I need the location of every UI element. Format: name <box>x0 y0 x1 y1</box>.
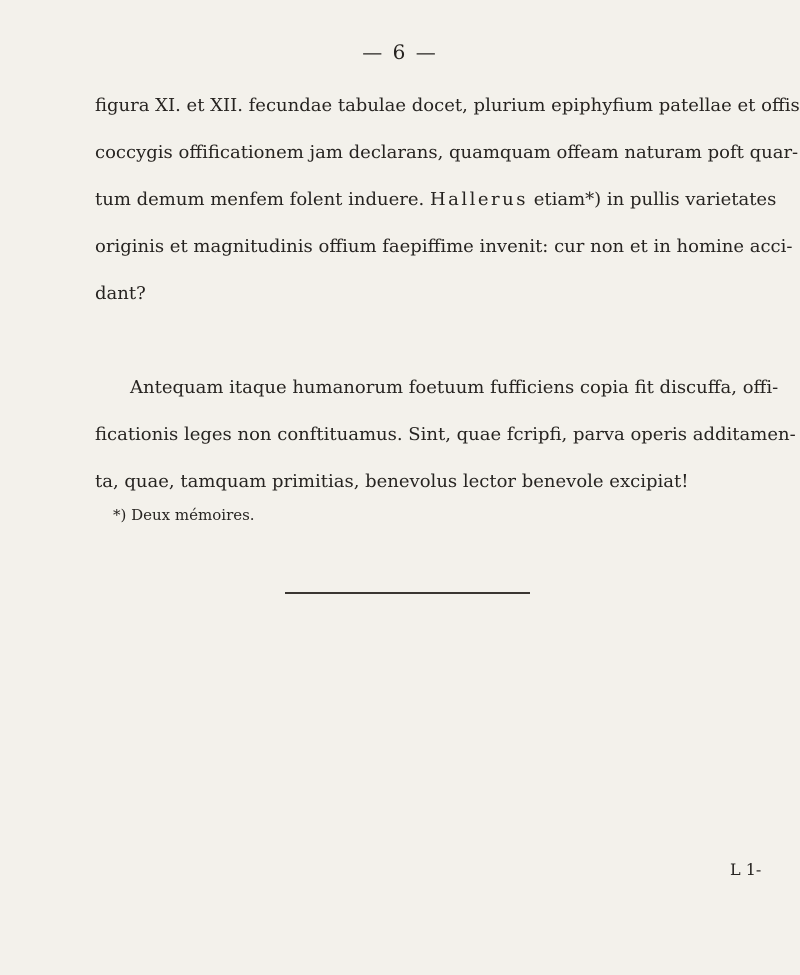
paragraph1-line5: dant? <box>95 283 146 304</box>
footnote: *) Deux mémoires. <box>113 506 255 524</box>
paragraph1-line4: originis et magnitudinis offium faepiffime invenit: cur non et in homine acci- <box>95 236 793 257</box>
paragraph2-line2: ficationis leges non conftituamus. Sint, quae fcripfi, parva operis additamen- <box>95 424 796 445</box>
page-number: — 6 — <box>362 40 438 64</box>
paragraph1-line2: coccygis offificationem jam declarans, quamquam offeam naturam poft quar- <box>95 142 799 163</box>
main-text <box>95 82 800 505</box>
section-divider <box>285 592 530 594</box>
paragraph2-line1: Antequam itaque humanorum foetuum fufficiens copia fit discuffa, offi- <box>130 377 779 398</box>
paragraph1-line1: figura XI. et XII. fecundae tabulae docet, plurium epiphyfium patellae et offis <box>95 95 800 116</box>
author-name-hallerus: Hallerus <box>429 189 528 210</box>
paragraph1-line3-start: tum demum menfem folent induere. <box>95 189 425 210</box>
paragraph1-line3 <box>95 176 777 223</box>
paragraph2-line3: ta, quae, tamquam primitias, benevolus lector benevole excipiat! <box>95 471 689 492</box>
signature-mark: L 1- <box>730 860 762 879</box>
paragraph-gap <box>95 317 765 364</box>
paragraph1-line3-end: etiam*) in pullis varietates <box>533 189 777 210</box>
